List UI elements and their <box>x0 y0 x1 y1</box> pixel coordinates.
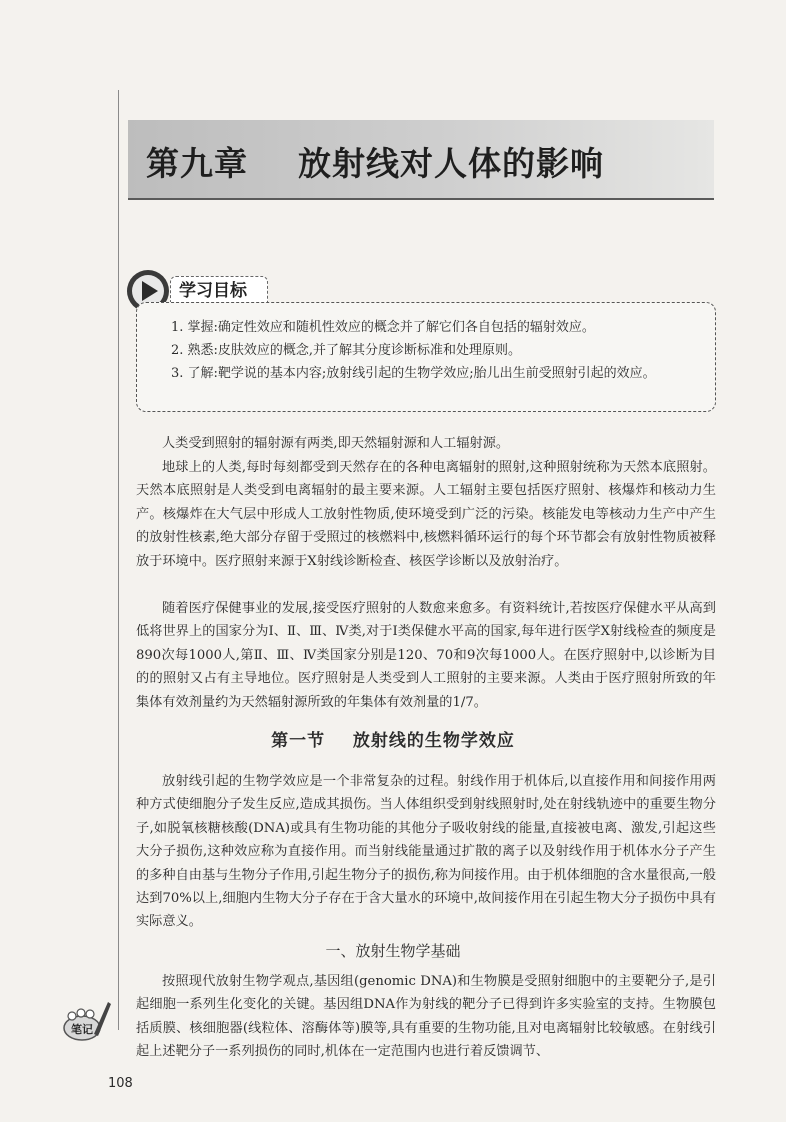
objective-item: 2. 熟悉:皮肤效应的概念,并了解其分度诊断标准和处理原则。 <box>171 343 522 358</box>
page-number: 108 <box>108 1076 133 1091</box>
intro-paragraph: 随着医疗保健事业的发展,接受医疗照射的人数愈来愈多。有资料统计,若按医疗保健水平从高到低将世界上的国家分为Ⅰ、Ⅱ、Ⅲ、Ⅳ类,对于Ⅰ类保健水平高的国家,每年进行医学X射线检查的频度是890次每1000人,第Ⅱ、Ⅲ、Ⅳ类国家分别是120、70和9次每1000人。在医疗照射中,以诊断为目的的照射又占有主导地位。医疗照射是人类受到人工照射的主要来源。人类由于医疗照射所致的年集体有效剂量约为天然辐射源所致的年集体有效剂量的1/7。 <box>136 601 716 710</box>
objectives-label: 学习目标 <box>170 276 268 305</box>
intro-paragraph: 人类受到照射的辐射源有两类,即天然辐射源和人工辐射源。 <box>162 436 510 451</box>
objective-item: 1. 掌握:确定性效应和随机性效应的概念并了解它们各自包括的辐射效应。 <box>171 320 595 335</box>
section-paragraph: 放射线引起的生物学效应是一个非常复杂的过程。射线作用于机体后,以直接作用和间接作用两种方式使细胞分子发生反应,造成其损伤。当人体组织受到射线照射时,处在射线轨迹中的重要生物分子,如脱氧核糖核酸(DNA)或具有生物功能的其他分子吸收射线的能量,直接被电离、激发,引起这些大分子损伤,这种效应称为直接作用。而当射线能量通过扩散的离子以及射线作用于机体水分子产生的多种自由基与生物分子作用,引起生物分子的损伤,称为间接作用。由于机体细胞的含水量很高,一般达到70%以上,细胞内生物大分子存在于含大量水的环境中,故间接作用在引起生物大分子损伤中具有实际意义。 <box>136 774 716 930</box>
objective-item: 3. 了解:靶学说的基本内容;放射线引起的生物学效应;胎儿出生前受照射引起的效应。 <box>171 366 656 381</box>
objectives-list <box>145 316 703 385</box>
notes-pen-icon <box>60 994 112 1046</box>
margin-rule <box>118 90 119 1030</box>
section-title: 第一节 放射线的生物学效应 <box>271 731 515 751</box>
chapter-banner <box>128 120 714 200</box>
notes-icon-label: 笔记 <box>71 1023 93 1036</box>
subsection-title: 一、放射生物学基础 <box>325 942 461 960</box>
intro-paragraph: 地球上的人类,每时每刻都受到天然存在的各种电离辐射的照射,这种照射统称为天然本底照射。天然本底照射是人类受到电离辐射的最主要来源。人工辐射主要包括医疗照射、核爆炸和核动力生产。核爆炸在大气层中形成人工放射性物质,使环境受到广泛的污染。核能发电等核动力生产中产生的放射性核素,绝大部分存留于受照过的核燃料中,核燃料循环运行的每个环节都会有放射性物质被释放于环境中。医疗照射来源于X射线诊断检查、核医学诊断以及放射治疗。 <box>136 460 716 569</box>
subsection-paragraph: 按照现代放射生物学观点,基因组(genomic DNA)和生物膜是受照射细胞中的主要靶分子,是引起细胞一系列生化变化的关键。基因组DNA作为射线的靶分子已得到许多实验室的支持。生物膜包括质膜、核细胞器(线粒体、溶酶体等)膜等,具有重要的生物功能,且对电离辐射比较敏感。在射线引起上述靶分子一系列损伤的同时,机体在一定范围内也进行着反馈调节、 <box>136 974 716 1060</box>
chapter-title: 第九章 放射线对人体的影响 <box>146 144 604 183</box>
